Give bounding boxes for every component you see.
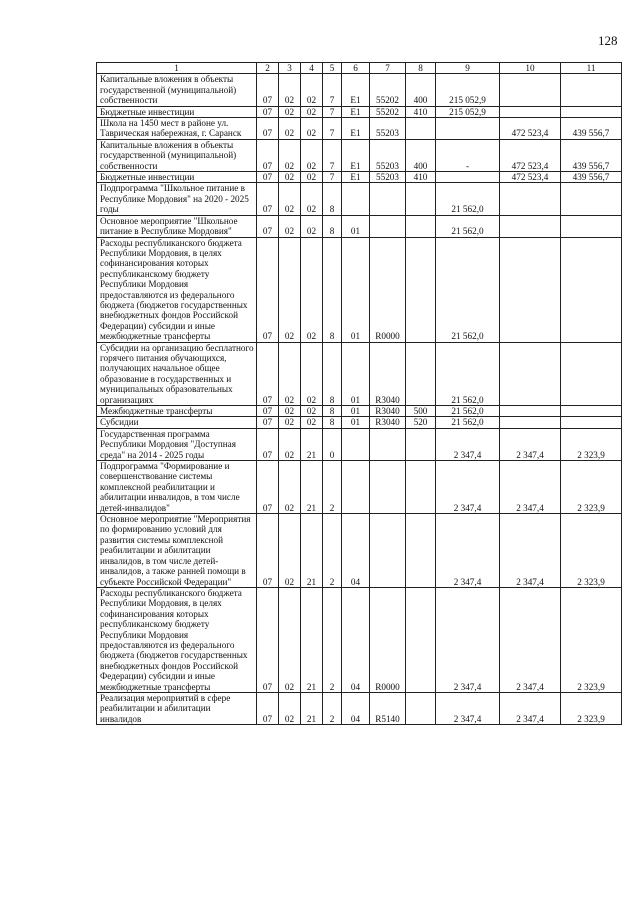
row-value-cell — [406, 118, 436, 140]
row-value-cell: 07 — [257, 118, 279, 140]
row-value-cell: R0000 — [370, 237, 406, 342]
row-value-cell: 8 — [323, 183, 342, 215]
row-value-cell — [342, 428, 370, 460]
row-value-cell: 21 562,0 — [436, 417, 500, 428]
row-value-cell: 7 — [323, 172, 342, 183]
row-value-cell: 2 323,9 — [561, 692, 622, 724]
row-value-cell: 07 — [257, 183, 279, 215]
row-value-cell: 02 — [279, 692, 301, 724]
row-value-cell: 02 — [279, 74, 301, 106]
row-value-cell: 21 562,0 — [436, 237, 500, 342]
row-value-cell: 07 — [257, 692, 279, 724]
row-value-cell — [370, 183, 406, 215]
row-value-cell — [406, 237, 436, 342]
row-value-cell: 472 523,4 — [500, 172, 561, 183]
row-name-cell: Капитальные вложения в объекты государственной (муниципальной) собственности — [97, 74, 257, 106]
row-value-cell — [370, 215, 406, 237]
table-row — [97, 692, 622, 724]
row-value-cell: 01 — [342, 342, 370, 405]
col-header: 2 — [257, 63, 279, 74]
row-value-cell: 02 — [279, 461, 301, 514]
row-value-cell — [406, 514, 436, 588]
row-value-cell: 2 347,4 — [436, 461, 500, 514]
row-value-cell: 0 — [323, 428, 342, 460]
table-row — [97, 74, 622, 106]
row-value-cell: 2 — [323, 461, 342, 514]
table-row — [97, 342, 622, 405]
row-value-cell: 8 — [323, 215, 342, 237]
row-value-cell: 8 — [323, 342, 342, 405]
row-value-cell: 2 347,4 — [500, 692, 561, 724]
row-value-cell — [561, 215, 622, 237]
row-value-cell: 500 — [406, 406, 436, 417]
table-row — [97, 139, 622, 171]
row-value-cell: 2 323,9 — [561, 428, 622, 460]
row-name-cell: Бюджетные инвестиции — [97, 106, 257, 117]
row-value-cell — [406, 342, 436, 405]
row-name-cell: Субсидии на организацию бесплатного горячего питания обучающихся, получающих начальное общее образование в государственных и муниципальных образовательных организациях — [97, 342, 257, 405]
row-name-cell: Основное мероприятие "Школьное питание в Республике Мордовия" — [97, 215, 257, 237]
row-value-cell: 02 — [279, 587, 301, 692]
row-value-cell: 02 — [279, 172, 301, 183]
row-value-cell: R3040 — [370, 342, 406, 405]
row-value-cell — [406, 587, 436, 692]
row-value-cell: 2 347,4 — [500, 428, 561, 460]
row-value-cell: 02 — [301, 139, 323, 171]
row-value-cell: 02 — [279, 183, 301, 215]
row-value-cell: 2 323,9 — [561, 514, 622, 588]
row-value-cell — [561, 406, 622, 417]
row-value-cell — [436, 118, 500, 140]
col-header: 6 — [342, 63, 370, 74]
row-value-cell: 55203 — [370, 139, 406, 171]
row-name-cell: Расходы республиканского бюджета Республики Мордовия, в целях софинансирования которых республиканскому бюджету Республики Мордовия предоставляются из федерального бюджета (бюджетов государственных внебюджетных фондов Российской Федерации) субсидии и иные межбюджетные трансферты — [97, 587, 257, 692]
row-value-cell: 02 — [301, 215, 323, 237]
row-value-cell: 21 562,0 — [436, 215, 500, 237]
row-value-cell — [370, 514, 406, 588]
row-value-cell: 07 — [257, 461, 279, 514]
row-value-cell: 2 — [323, 587, 342, 692]
row-value-cell — [561, 342, 622, 405]
row-value-cell: E1 — [342, 74, 370, 106]
row-value-cell: 02 — [301, 406, 323, 417]
row-name-cell: Реализация мероприятий в сфере реабилитации и абилитации инвалидов — [97, 692, 257, 724]
row-value-cell: 21 — [301, 428, 323, 460]
row-value-cell: 07 — [257, 106, 279, 117]
row-value-cell: 439 556,7 — [561, 118, 622, 140]
row-value-cell: 55202 — [370, 74, 406, 106]
row-value-cell: 2 347,4 — [436, 692, 500, 724]
row-value-cell: 02 — [301, 417, 323, 428]
row-value-cell — [342, 183, 370, 215]
row-value-cell: 01 — [342, 237, 370, 342]
row-value-cell — [500, 183, 561, 215]
row-value-cell: 07 — [257, 514, 279, 588]
row-value-cell: 410 — [406, 172, 436, 183]
row-value-cell — [406, 428, 436, 460]
col-header: 10 — [500, 63, 561, 74]
col-header: 11 — [561, 63, 622, 74]
row-value-cell — [561, 417, 622, 428]
row-value-cell: 472 523,4 — [500, 118, 561, 140]
row-value-cell: 2 347,4 — [500, 587, 561, 692]
row-value-cell: 21 — [301, 461, 323, 514]
row-name-cell: Субсидии — [97, 417, 257, 428]
table-row — [97, 172, 622, 183]
row-value-cell: 07 — [257, 237, 279, 342]
row-value-cell: 21 562,0 — [436, 342, 500, 405]
row-value-cell — [406, 692, 436, 724]
row-value-cell: 02 — [279, 215, 301, 237]
row-value-cell: 2 347,4 — [500, 514, 561, 588]
row-value-cell: 02 — [279, 342, 301, 405]
row-value-cell: 400 — [406, 74, 436, 106]
col-header: 3 — [279, 63, 301, 74]
row-value-cell: E1 — [342, 118, 370, 140]
row-value-cell: 55202 — [370, 106, 406, 117]
row-value-cell: 01 — [342, 406, 370, 417]
row-value-cell — [500, 417, 561, 428]
row-value-cell: 02 — [279, 237, 301, 342]
row-value-cell: 02 — [279, 106, 301, 117]
row-value-cell — [342, 461, 370, 514]
row-value-cell: 02 — [279, 428, 301, 460]
row-value-cell: 55203 — [370, 172, 406, 183]
row-value-cell — [561, 183, 622, 215]
table-row — [97, 428, 622, 460]
row-value-cell — [561, 106, 622, 117]
row-value-cell: 01 — [342, 417, 370, 428]
col-header: 5 — [323, 63, 342, 74]
row-value-cell: 2 323,9 — [561, 461, 622, 514]
table-row — [97, 417, 622, 428]
table-row — [97, 215, 622, 237]
header-row — [97, 63, 622, 74]
row-value-cell: 07 — [257, 172, 279, 183]
col-header: 7 — [370, 63, 406, 74]
row-name-cell: Школа на 1450 мест в районе ул. Таврическая набережная, г. Саранск — [97, 118, 257, 140]
row-value-cell: E1 — [342, 172, 370, 183]
row-value-cell: 2 — [323, 692, 342, 724]
col-header: 1 — [97, 63, 257, 74]
row-value-cell: 02 — [301, 172, 323, 183]
row-value-cell: 07 — [257, 342, 279, 405]
table-row — [97, 237, 622, 342]
row-value-cell: 01 — [342, 215, 370, 237]
col-header: 4 — [301, 63, 323, 74]
row-value-cell: 07 — [257, 139, 279, 171]
row-value-cell: 02 — [279, 514, 301, 588]
row-value-cell: 8 — [323, 406, 342, 417]
row-value-cell: 2 347,4 — [436, 428, 500, 460]
row-value-cell: 2 347,4 — [436, 514, 500, 588]
row-name-cell: Расходы республиканского бюджета Республики Мордовия, в целях софинансирования которых республиканскому бюджету Республики Мордовия предоставляются из федерального бюджета (бюджетов государственных внебюджетных фондов Российской Федерации) субсидии и иные межбюджетные трансферты — [97, 237, 257, 342]
row-value-cell: 55203 — [370, 118, 406, 140]
row-name-cell: Капитальные вложения в объекты государственной (муниципальной) собственности — [97, 139, 257, 171]
row-value-cell — [500, 106, 561, 117]
table-row — [97, 106, 622, 117]
table-row — [97, 118, 622, 140]
row-value-cell: 2 — [323, 514, 342, 588]
row-value-cell — [500, 74, 561, 106]
row-value-cell: 8 — [323, 237, 342, 342]
row-name-cell: Основное мероприятие "Мероприятия по формированию условий для развития системы комплексной реабилитации и абилитации инвалидов, в том числе детей-инвалидов, а также ранней помощи в субъекте Российской Федерации" — [97, 514, 257, 588]
row-value-cell — [500, 342, 561, 405]
row-value-cell: 07 — [257, 417, 279, 428]
row-value-cell: 02 — [301, 106, 323, 117]
row-value-cell: 07 — [257, 215, 279, 237]
row-value-cell: 02 — [279, 139, 301, 171]
row-value-cell — [561, 237, 622, 342]
row-value-cell — [370, 461, 406, 514]
row-value-cell — [406, 461, 436, 514]
row-value-cell: 7 — [323, 106, 342, 117]
row-name-cell: Подпрограмма "Школьное питание в Республике Мордовия" на 2020 - 2025 годы — [97, 183, 257, 215]
row-value-cell — [500, 406, 561, 417]
row-value-cell: 02 — [301, 237, 323, 342]
row-name-cell: Подпрограмма "Формирование и совершенствование системы комплексной реабилитации и абилитации инвалидов, в том числе детей-инвалидов" — [97, 461, 257, 514]
row-value-cell: 7 — [323, 139, 342, 171]
table-row — [97, 183, 622, 215]
row-value-cell: 520 — [406, 417, 436, 428]
row-name-cell: Бюджетные инвестиции — [97, 172, 257, 183]
row-value-cell: 2 323,9 — [561, 587, 622, 692]
row-value-cell: 21 562,0 — [436, 406, 500, 417]
row-value-cell: 04 — [342, 692, 370, 724]
row-value-cell: 02 — [279, 417, 301, 428]
row-value-cell: 410 — [406, 106, 436, 117]
row-value-cell: 439 556,7 — [561, 172, 622, 183]
table-row — [97, 461, 622, 514]
table-row — [97, 587, 622, 692]
row-name-cell: Межбюджетные трансферты — [97, 406, 257, 417]
row-value-cell: R0000 — [370, 587, 406, 692]
row-value-cell — [370, 428, 406, 460]
row-value-cell: 02 — [301, 342, 323, 405]
row-value-cell — [406, 215, 436, 237]
row-value-cell — [406, 183, 436, 215]
row-value-cell: 02 — [301, 183, 323, 215]
row-value-cell: 472 523,4 — [500, 139, 561, 171]
row-value-cell: 215 052,9 — [436, 106, 500, 117]
row-value-cell: R5140 — [370, 692, 406, 724]
row-value-cell: 07 — [257, 406, 279, 417]
row-value-cell: 8 — [323, 417, 342, 428]
row-value-cell: 21 — [301, 587, 323, 692]
row-value-cell: 07 — [257, 428, 279, 460]
row-value-cell: 2 347,4 — [436, 587, 500, 692]
row-name-cell: Государственная программа Республики Мордовия "Доступная среда" на 2014 - 2025 годы — [97, 428, 257, 460]
row-value-cell: 2 347,4 — [500, 461, 561, 514]
row-value-cell: 04 — [342, 587, 370, 692]
row-value-cell: 07 — [257, 74, 279, 106]
table-row — [97, 406, 622, 417]
row-value-cell: E1 — [342, 106, 370, 117]
col-header: 9 — [436, 63, 500, 74]
row-value-cell: - — [436, 139, 500, 171]
page-number: 128 — [598, 33, 618, 48]
table-row — [97, 514, 622, 588]
row-value-cell: 21 562,0 — [436, 183, 500, 215]
row-value-cell — [500, 215, 561, 237]
row-value-cell: 02 — [279, 406, 301, 417]
row-value-cell: E1 — [342, 139, 370, 171]
row-value-cell: 439 556,7 — [561, 139, 622, 171]
row-value-cell: 21 — [301, 514, 323, 588]
row-value-cell: 7 — [323, 118, 342, 140]
row-value-cell: 07 — [257, 587, 279, 692]
row-value-cell: R3040 — [370, 406, 406, 417]
col-header: 8 — [406, 63, 436, 74]
row-value-cell: 04 — [342, 514, 370, 588]
row-value-cell: R3040 — [370, 417, 406, 428]
row-value-cell — [561, 74, 622, 106]
row-value-cell: 7 — [323, 74, 342, 106]
row-value-cell: 02 — [301, 118, 323, 140]
budget-table — [96, 62, 622, 725]
row-value-cell: 400 — [406, 139, 436, 171]
row-value-cell: 21 — [301, 692, 323, 724]
row-value-cell: 02 — [279, 118, 301, 140]
row-value-cell — [500, 237, 561, 342]
row-value-cell: 215 052,9 — [436, 74, 500, 106]
row-value-cell: 02 — [301, 74, 323, 106]
row-value-cell — [436, 172, 500, 183]
